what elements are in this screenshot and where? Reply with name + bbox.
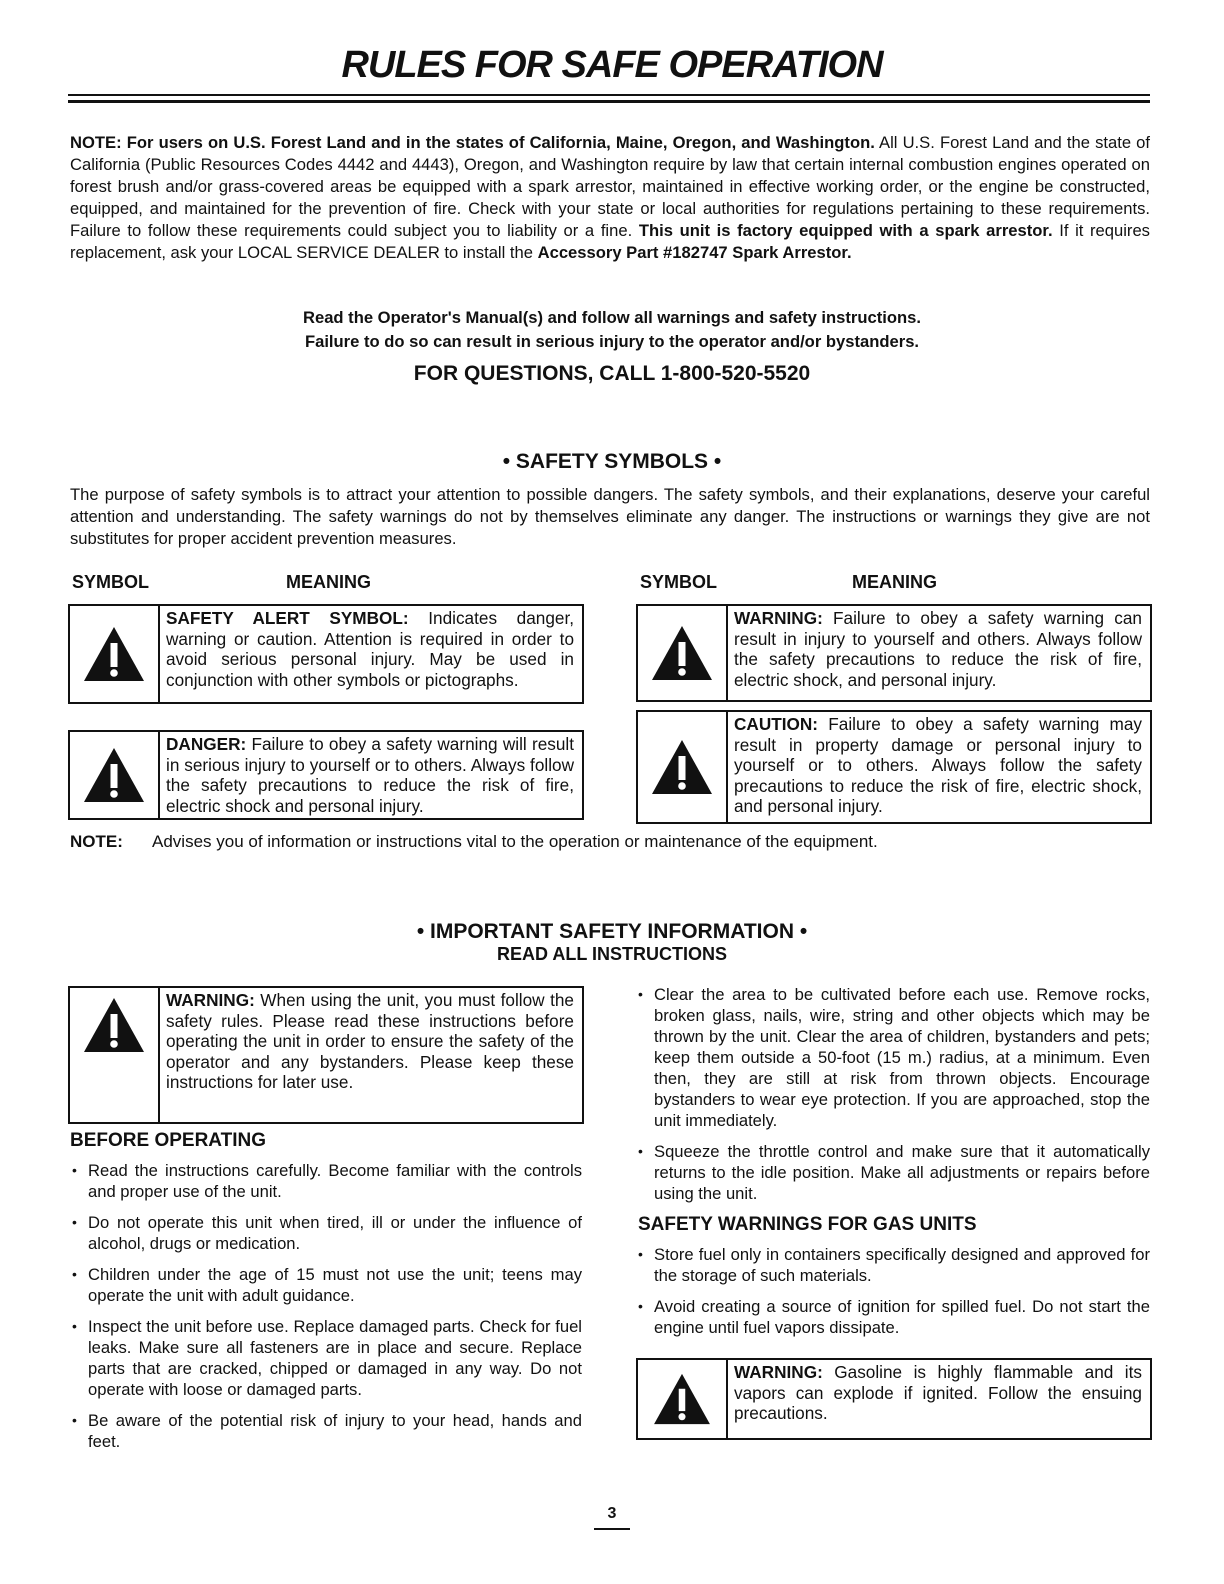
note-text: Advises you of information or instructions vital to the operation or maintenance of the equipment. xyxy=(152,832,878,851)
right-column-list xyxy=(636,984,1150,1214)
warning-box xyxy=(636,604,1152,702)
before-operating-list xyxy=(70,1160,582,1462)
warning-lead: WARNING: xyxy=(734,608,823,628)
note-text: All U.S. Forest Land and the state of California (Public Resources Codes 4442 and 4443), Oregon, and Washington require by law that certain internal combustion engines operated on forest brush and/or grass-covered areas be equipped with a spark arrestor, maintained in effective working order, or the engine be constructed, equipped, and maintained for the prevention of fire. Check with your state or local authorities for regulations pertaining to these requirements. Failure to follow these requirements could subject you to liability or a fine. xyxy=(70,133,1150,240)
safety-alert-box xyxy=(68,604,584,704)
note-label: NOTE: xyxy=(70,832,123,851)
page-number: 3 xyxy=(607,1505,617,1522)
danger-lead: DANGER: xyxy=(166,734,247,754)
accessory-part-text: Accessory Part #182747 Spark Arrestor. xyxy=(537,243,852,262)
warning-triangle-icon xyxy=(70,988,160,1122)
gas-units-heading: SAFETY WARNINGS FOR GAS UNITS xyxy=(638,1214,977,1235)
use-warning-lead: WARNING: xyxy=(166,990,255,1010)
safety-alert-text: Indicates danger, warning or caution. Attention is required in order to avoid serious personal injury. May be used in conjunction with other symbols or pictographs. xyxy=(166,608,574,690)
important-heading: • IMPORTANT SAFETY INFORMATION • xyxy=(416,920,808,943)
danger-box xyxy=(68,730,584,820)
factory-equipped-text: This unit is factory equipped with a spark arrestor. xyxy=(638,221,1053,240)
read-manual-line: Read the Operator's Manual(s) and follow all warnings and safety instructions. xyxy=(302,308,922,327)
use-warning-box xyxy=(68,986,584,1124)
list-item: • Do not operate this unit when tired, ill or under the influence of alcohol, drugs or medication. xyxy=(70,1212,582,1254)
gasoline-warning-text: Gasoline is highly flammable and its vapors can explode if ignited. Follow the ensuing precautions. xyxy=(734,1362,1142,1423)
gasoline-warning-box xyxy=(636,1358,1152,1440)
safety-symbols-intro: The purpose of safety symbols is to attract your attention to possible dangers. The safety symbols, and their explanations, deserve your careful attention and understanding. The safety warnings do not by themselves eliminate any danger. The instructions or warnings they give are not substitutes for proper accident prevention measures. xyxy=(70,485,1150,548)
replacement-text: If it requires replacement, ask your LOCAL SERVICE DEALER to install the xyxy=(70,221,1150,262)
list-item: • Store fuel only in containers specifically designed and approved for the storage of such materials. xyxy=(636,1244,1150,1286)
title-rule-bottom xyxy=(68,100,1150,103)
warning-triangle-icon xyxy=(638,712,728,822)
failure-line: Failure to do so can result in serious injury to the operator and/or bystanders. xyxy=(304,332,920,351)
warning-text: Failure to obey a safety warning can result in injury to yourself and others. Always follow the safety precautions to reduce the risk of fire, electric shock, and personal injury. xyxy=(734,608,1142,690)
danger-text: Failure to obey a safety warning will result in serious injury to yourself or to others. Always follow the safety precautions to reduce the risk of fire, electric shock and personal injury. xyxy=(166,734,574,816)
col-meaning-right: MEANING xyxy=(852,572,937,592)
safety-symbols-heading: • SAFETY SYMBOLS • xyxy=(502,450,722,473)
before-operating-heading: BEFORE OPERATING xyxy=(70,1130,266,1151)
use-warning-text: When using the unit, you must follow the safety rules. Please read these instructions before operating the unit in order to ensure the safety of the operator and any bystanders. Please keep these instructions for later use. xyxy=(166,990,574,1092)
gasoline-warning-lead: WARNING: xyxy=(734,1362,823,1382)
title-rule-top xyxy=(68,94,1150,96)
list-item: • Inspect the unit before use. Replace damaged parts. Check for fuel leaks. Make sure all fasteners are in place and secure. Replace parts that are cracked, chipped or damaged in any way. Do not operate with loose or damaged parts. xyxy=(70,1316,582,1400)
questions-phone: FOR QUESTIONS, CALL 1-800-520-5520 xyxy=(413,362,811,385)
list-item: • Be aware of the potential risk of injury to your head, hands and feet. xyxy=(70,1410,582,1452)
forest-land-note xyxy=(70,132,1150,264)
warning-triangle-icon xyxy=(638,606,728,700)
warning-triangle-icon xyxy=(70,732,160,818)
warning-triangle-icon xyxy=(70,606,160,702)
safety-alert-lead: SAFETY ALERT SYMBOL: xyxy=(166,608,409,628)
caution-lead: CAUTION: xyxy=(734,714,819,734)
col-meaning-left: MEANING xyxy=(286,572,371,592)
list-item: • Avoid creating a source of ignition for spilled fuel. Do not start the engine until fuel vapors dissipate. xyxy=(636,1296,1150,1338)
list-item: • Children under the age of 15 must not use the unit; teens may operate the unit with adult guidance. xyxy=(70,1264,582,1306)
page-number-underline xyxy=(594,1528,630,1530)
page-title: RULES FOR SAFE OPERATION xyxy=(341,44,883,86)
list-item: • Squeeze the throttle control and make sure that it automatically returns to the idle position. Make all adjustments or repairs before using the unit. xyxy=(636,1141,1150,1204)
read-all-instructions: READ ALL INSTRUCTIONS xyxy=(496,944,727,964)
list-item: • Read the instructions carefully. Become familiar with the controls and proper use of the unit. xyxy=(70,1160,582,1202)
caution-box xyxy=(636,710,1152,824)
list-item: • Clear the area to be cultivated before each use. Remove rocks, broken glass, nails, wire, string and other objects which may be thrown by the unit. Clear the area of children, bystanders and pets; keep them outside a 50-foot (15 m.) radius, at a minimum. Even then, they are still at risk from thrown objects. Encourage bystanders to wear eye protection. If you are approached, stop the unit immediately. xyxy=(636,984,1150,1131)
warning-triangle-icon xyxy=(638,1360,728,1438)
caution-text: Failure to obey a safety warning may result in property damage or personal injury to yourself or to others. Always follow the safety precautions to reduce the risk of fire, electric shock, and personal injury. xyxy=(734,714,1142,816)
gas-units-list xyxy=(636,1244,1150,1348)
note-lead: NOTE: For users on U.S. Forest Land and in the states of California, Maine, Oregon, and Washington. xyxy=(70,133,875,152)
col-symbol-left: SYMBOL xyxy=(72,572,150,592)
col-symbol-right: SYMBOL xyxy=(640,572,718,592)
